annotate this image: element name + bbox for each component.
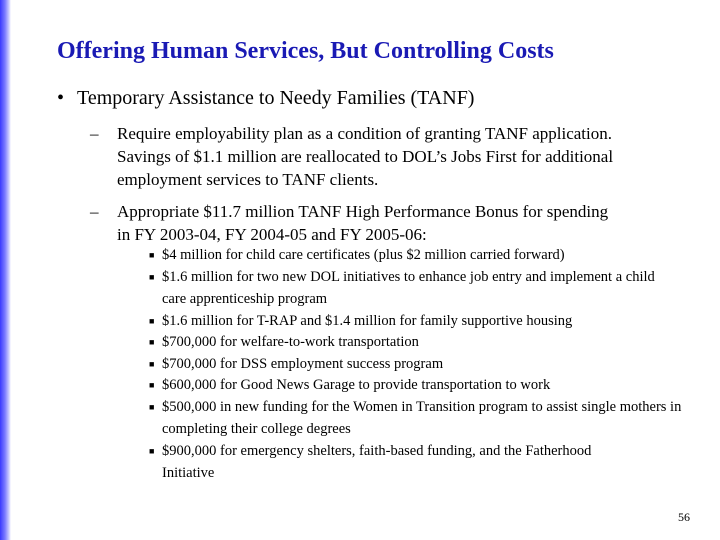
square-bullet-icon: ■ (149, 316, 155, 326)
sub-sub-item-text: $1.6 million for two new DOL initiatives to enhance job entry and implement a child care apprenticeship program (162, 269, 655, 307)
main-bullet-text: Temporary Assistance to Needy Families (TANF) (77, 87, 475, 109)
sub-sub-item-text: $900,000 for emergency shelters, faith-based funding, and the Fatherhood Initiative (162, 443, 592, 481)
bullet-dot-icon: • (57, 87, 65, 109)
page-number: 56 (678, 510, 690, 524)
sub-item-1 (90, 122, 630, 191)
sub-sub-item-1 (149, 245, 689, 267)
sub-sub-item-4 (149, 332, 689, 354)
accent-bar (0, 0, 11, 540)
slide-title: Offering Human Services, But Controlling Costs (57, 38, 554, 64)
square-bullet-icon: ■ (149, 272, 155, 282)
sub-sub-item-text: $600,000 for Good News Garage to provide transportation to work (162, 377, 551, 393)
sub-sub-item-text: $4 million for child care certificates (plus $2 million carried forward) (162, 247, 565, 263)
sub-sub-item-5 (149, 354, 689, 376)
sub-sub-item-text: $700,000 for DSS employment success program (162, 356, 444, 372)
square-bullet-icon: ■ (149, 402, 155, 412)
sub-sub-item-6 (149, 375, 689, 397)
main-bullet (57, 86, 474, 110)
sub-item-2 (90, 200, 620, 246)
sub-sub-item-text: $1.6 million for T-RAP and $1.4 million for family supportive housing (162, 313, 573, 329)
sub-item-text: Appropriate $11.7 million TANF High Performance Bonus for spending in FY 2003-04, FY 2004-05 and FY 2005-06: (117, 202, 609, 244)
square-bullet-icon: ■ (149, 250, 155, 260)
dash-icon: – (90, 124, 99, 143)
dash-icon: – (90, 202, 99, 221)
square-bullet-icon: ■ (149, 446, 155, 456)
square-bullet-icon: ■ (149, 359, 155, 369)
sub-item-text: Require employability plan as a condition of granting TANF application. Savings of $1.1 million are reallocated to DOL’s Jobs First for additional employment services to TANF clients. (117, 124, 614, 189)
sub-sub-item-3 (149, 311, 689, 333)
sub-sub-item-8 (149, 441, 619, 484)
sub-sub-item-2 (149, 267, 669, 310)
sub-sub-item-7 (149, 397, 689, 440)
sub-sub-item-text: $500,000 in new funding for the Women in Transition program to assist single mothers in completing their college degrees (162, 399, 682, 437)
sub-sub-item-text: $700,000 for welfare-to-work transportation (162, 334, 419, 350)
square-bullet-icon: ■ (149, 380, 155, 390)
square-bullet-icon: ■ (149, 337, 155, 347)
